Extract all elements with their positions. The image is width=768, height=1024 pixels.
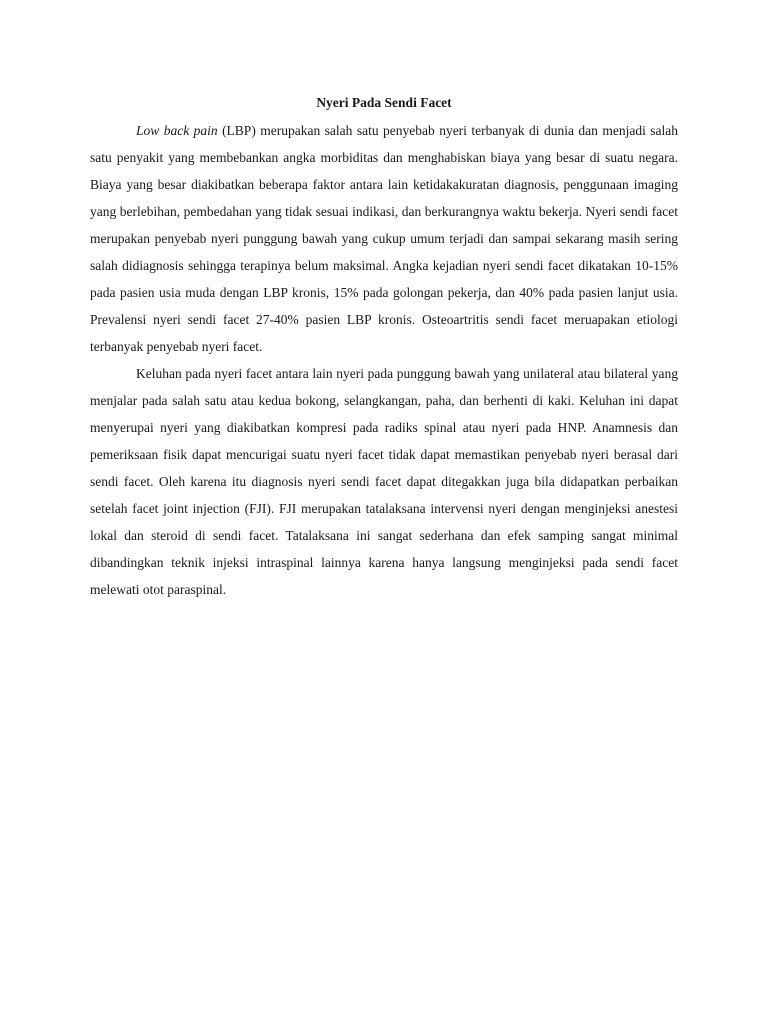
document-title: Nyeri Pada Sendi Facet [316,95,452,110]
paragraph-2 [90,360,678,603]
paragraph-1-italic-term: Low back pain [136,123,218,138]
paragraph-2-text: Keluhan pada nyeri facet antara lain nyeri pada punggung bawah yang unilateral atau bilateral yang menjalar pada salah satu atau kedua bokong, selangkangan, paha, dan berhenti di kaki. Keluhan ini dapat menyerupai nyeri yang diakibatkan kompresi pada radiks spinal atau nyeri pada HNP. Anamnesis dan pemeriksaan fisik dapat mencurigai suatu nyeri facet tidak dapat memastikan penyebab nyeri berasal dari sendi facet. Oleh karena itu diagnosis nyeri sendi facet dapat ditegakkan juga bila didapatkan perbaikan setelah facet joint injection (FJI). FJI merupakan tatalaksana intervensi nyeri dengan menginjeksi anestesi lokal dan steroid di sendi facet. Tatalaksana ini sangat sederhana dan efek samping sangat minimal dibandingkan teknik injeksi intraspinal lainnya karena hanya langsung menginjeksi pada sendi facet melewati otot paraspinal. [90,366,678,597]
document-body [90,117,678,603]
paragraph-1-text: (LBP) merupakan salah satu penyebab nyeri terbanyak di dunia dan menjadi salah satu penyakit yang membebankan angka morbiditas dan menghabiskan biaya yang besar di suatu negara. Biaya yang besar diakibatkan beberapa faktor antara lain ketidakakuratan diagnosis, penggunaan imaging yang berlebihan, pembedahan yang tidak sesuai indikasi, dan berkurangnya waktu bekerja. Nyeri sendi facet merupakan penyebab nyeri punggung bawah yang cukup umum terjadi dan sampai sekarang masih sering salah didiagnosis sehingga terapinya belum maksimal. Angka kejadian nyeri sendi facet dikatakan 10-15% pada pasien usia muda dengan LBP kronis, 15% pada golongan pekerja, dan 40% pada pasien lanjut usia. Prevalensi nyeri sendi facet 27-40% pasien LBP kronis. Osteoartritis sendi facet meruapakan etiologi terbanyak penyebab nyeri facet. [90,123,678,354]
paragraph-1 [90,117,678,360]
